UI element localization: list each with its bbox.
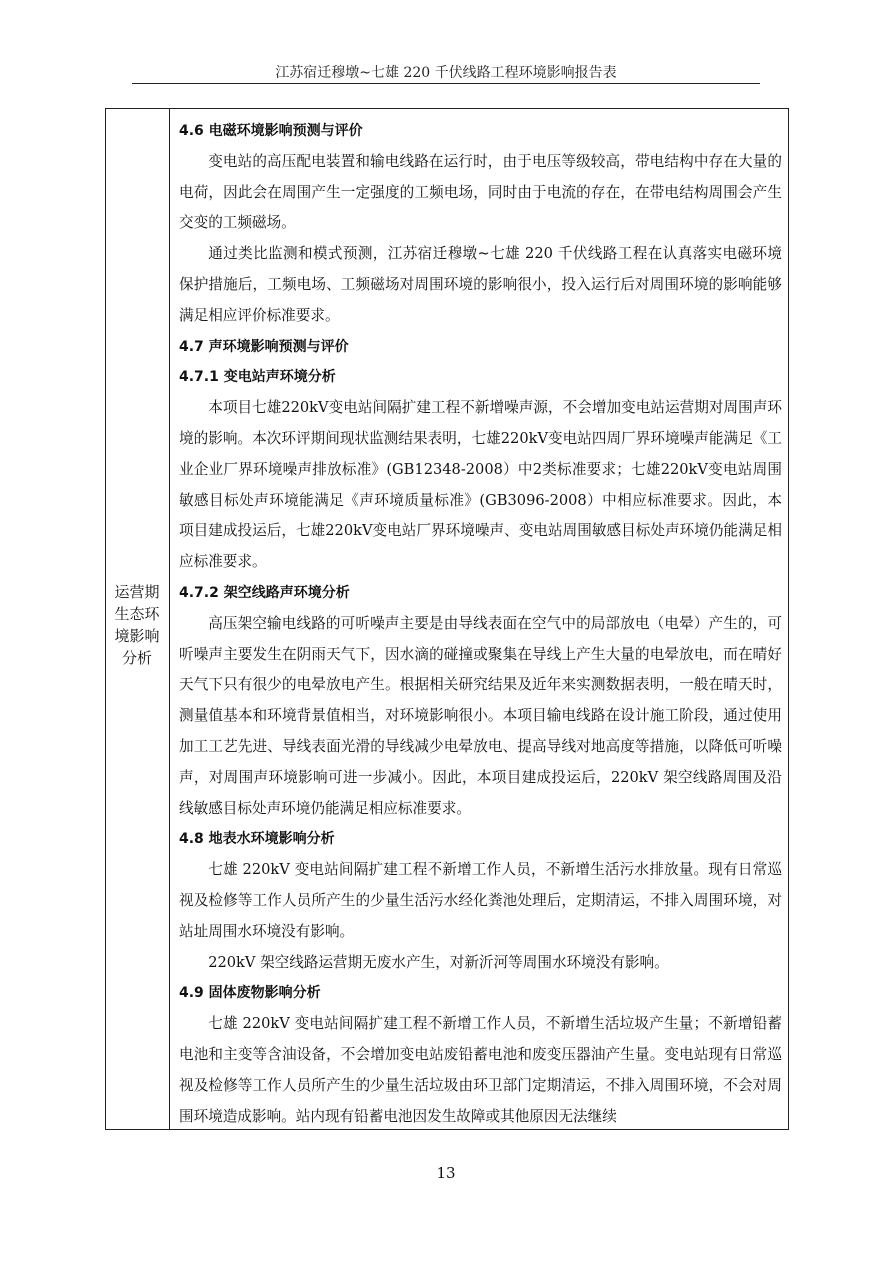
section-heading-4-7-2: 4.7.2 架空线路声环境分析: [179, 584, 350, 601]
category-label-line: 境影响: [114, 627, 160, 645]
paragraph: 高压架空输电线路的可听噪声主要是由导线表面在空气中的局部放电（电晕）产生的，可听噪声主要发生在阴雨天气下，因水滴的碰撞或聚集在导线上产生大量的电晕放电，而在晴好天气下只有很少的电晕放电产生。根据相关研究结果及近年来实测数据表明，一般在晴天时，测量值基本和环境背景值相当，对环境影响很小。本项目输电线路在设计施工阶段，通过使用加工工艺先进、导线表面光滑的导线减少电晕放电、提高导线对地高度等措施，以降低可听噪声，对周围声环境影响可进一步减小。因此，本项目建成投运后，220kV 架空线路周围及沿线敏感目标处声环境仍能满足相应标准要求。: [179, 614, 782, 817]
report-table: [105, 108, 789, 1130]
section-heading-4-9: 4.9 固体废物影响分析: [179, 985, 321, 1002]
paragraph: 变电站的高压配电装置和输电线路在运行时，由于电压等级较高，带电结构中存在大量的电荷，因此会在周围产生一定强度的工频电场，同时由于电流的存在，在带电结构周围会产生交变的工频磁场。: [179, 152, 782, 232]
category-label-line: 分析: [121, 649, 152, 667]
category-label-line: 生态环: [114, 605, 160, 623]
paragraph: 七雄 220kV 变电站间隔扩建工程不新增工作人员，不新增生活污水排放量。现有日常巡视及检修等工作人员所产生的少量生活污水经化粪池处理后，定期清运，不排入周围环境，对站址周围水环境没有影响。: [179, 861, 782, 940]
paragraph: 七雄 220kV 变电站间隔扩建工程不新增工作人员，不新增生活垃圾产生量；不新增铅蓄电池和主变等含油设备，不会增加变电站废铅蓄电池和废变压器油产生量。变电站现有日常巡视及检修等工作人员所产生的少量生活垃圾由环卫部门定期清运，不排入周围环境，不会对周围环境造成影响。站内现有铅蓄电池因发生故障或其他原因无法继续: [179, 1015, 782, 1125]
section-heading-4-8: 4.8 地表水环境影响分析: [179, 831, 335, 848]
page-header: 江苏宿迁穆墩~七雄 220 千伏线路工程环境影响报告表: [275, 65, 617, 81]
analysis-content: [179, 116, 782, 1132]
section-heading-4-7-1: 4.7.1 变电站声环境分析: [179, 369, 336, 386]
category-column: [106, 109, 170, 1129]
header-divider: [132, 83, 760, 84]
page-number: 13: [436, 1164, 456, 1182]
paragraph: 220kV 架空线路运营期无废水产生，对新沂河等周围水环境没有影响。: [208, 953, 669, 971]
section-heading-4-6: 4.6 电磁环境影响预测与评价: [179, 123, 363, 139]
section-heading-4-7: 4.7 声环境影响预测与评价: [179, 338, 349, 355]
paragraph: 本项目七雄220kV变电站间隔扩建工程不新增噪声源，不会增加变电站运营期对周围声环境的影响。本次环评期间现状监测结果表明，七雄220kV变电站四周厂界环境噪声能满足《工业企业厂界环境噪声排放标准》(GB12348-2008）中2类标准要求；七雄220kV变电站周围敏感目标处声环境能满足《声环境质量标准》(GB3096-2008）中相应标准要求。因此，本项目建成投运后，七雄220kV变电站厂界环境噪声、变电站周围敏感目标处声环境仍能满足相应标准要求。: [179, 399, 782, 571]
paragraph: 通过类比监测和模式预测，江苏宿迁穆墩~七雄 220 千伏线路工程在认真落实电磁环境保护措施后，工频电场、工频磁场对周围环境的影响很小，投入运行后对周围环境的影响能够满足相应评价标准要求。: [179, 245, 782, 324]
category-label-line: 运营期: [114, 583, 160, 601]
category-label: [106, 581, 168, 669]
